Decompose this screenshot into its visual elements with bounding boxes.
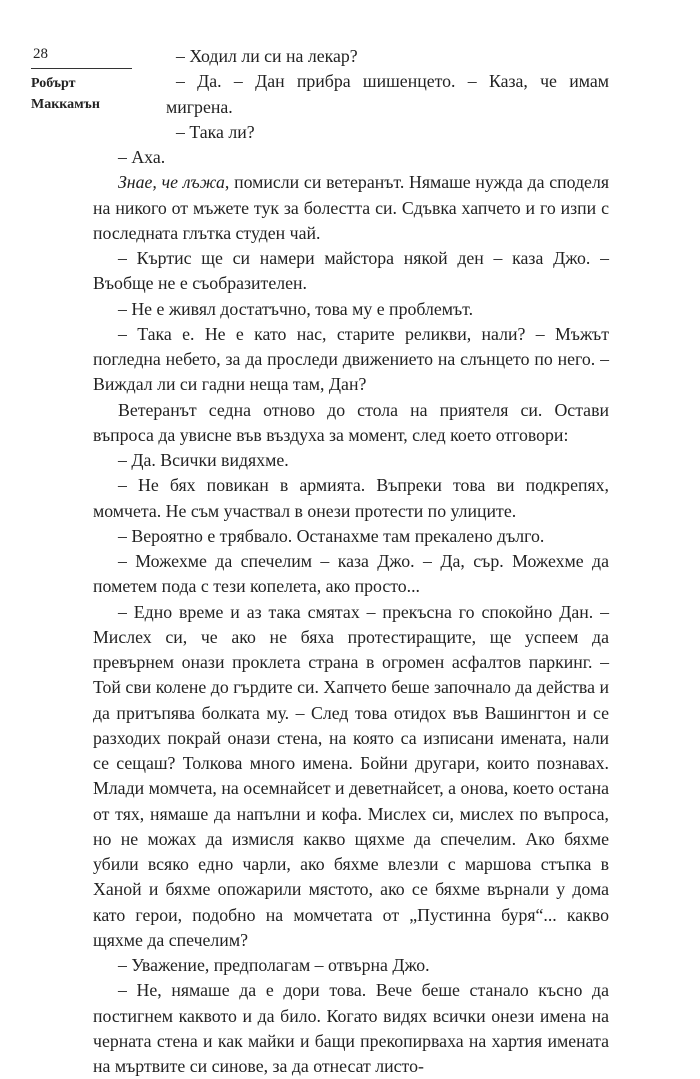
italic-thought: Знае, че лъжа [118, 172, 225, 193]
paragraph: Ветеранът седна отново до стола на приятеля си. Остави въпроса да увисне във въздуха за момент, след което отговори: [93, 399, 609, 445]
paragraph: – Къртис ще си намери майстора някой ден – каза Джо. – Въобще не е съобразителен. [93, 248, 609, 294]
paragraph: – Едно време и аз така смятах – прекъсна го спокойно Дан. – Мислех си, че ако не бяха протестиращите, ще успеем да превърнем онази проклета страна в огромен асфалтов паркинг. – Той сви колене до гърдите си. Хапчето беше започнало да действа и да притъпява болката му. – След това отидох във Вашингтон и се разходих покрай онази стена, на която са изписани имената, нали се сещаш? Толкова много имена. Бойни другари, които познавах. Млади момчета, на осемнайсет и деветнайсет, а онова, което остана от тях, нямаше да напълни и кофа. Мислех си, мислех по въпроса, но не можах да измисля какво щяхме да спечелим. Ако бяхме убили всяко едно чарли, ако бяхме влезли с маршова стъпка в Ханой и бяхме опожарили мястото, ако се бяхме върнали у дома като герои, подобно на момчетата от „Пустинна буря“... какво щяхме да спечелим? [93, 601, 609, 950]
paragraph: – Аха. [118, 147, 166, 167]
paragraph: – Не бях повикан в армията. Въпреки това ви подкрепях, момчета. Не съм участвал в онези протести по улиците. [93, 475, 609, 521]
page-number: 28 [33, 46, 48, 62]
opening-dialogue [166, 44, 609, 145]
author-last-name: Маккамън [31, 97, 100, 112]
paragraph: – Така е. Не е като нас, старите реликви, нали? – Мъжът погледна небето, за да проследи движението на слънцето по него. – Виждал ли си гадни неща там, Дан? [93, 323, 609, 395]
paragraph: – Вероятно е трябвало. Останахме там прекалено дълго. [118, 525, 545, 546]
paragraph: – Ходил ли си на лекар? [176, 46, 358, 66]
paragraph: – Така ли? [176, 121, 255, 142]
paragraph: – Да. – Дан прибра шишенцето. – Каза, че имам мигрена. [166, 71, 609, 117]
paragraph: – Не, нямаше да е дори това. Вече беше станало късно да постигнем каквото и да било. Когато видях всички онези имена на черната стена и как майки и бащи прекопирваха на хартия имената на мъртвите си синове, за да отнесат листо- [93, 980, 609, 1076]
paragraph-continuation: , помисли си ветеранът. Нямаше нужда да споделя на никого от мъжете тук за болестта си. Сдъвка хапчето и го изпи с последната глътка студен чай. [93, 172, 610, 243]
paragraph: – Не е живял достатъчно, това му е проблемът. [118, 298, 474, 319]
author-first-name: Робърт [31, 76, 76, 91]
paragraph: – Уважение, предполагам – отвърна Джо. [118, 955, 430, 975]
paragraph [93, 170, 609, 246]
paragraph: – Можехме да спечелим – каза Джо. – Да, сър. Можехме да пометем пода с тези копелета, ако просто... [93, 551, 609, 597]
body-text [93, 44, 609, 1079]
paragraph: – Да. Всички видяхме. [118, 450, 289, 470]
